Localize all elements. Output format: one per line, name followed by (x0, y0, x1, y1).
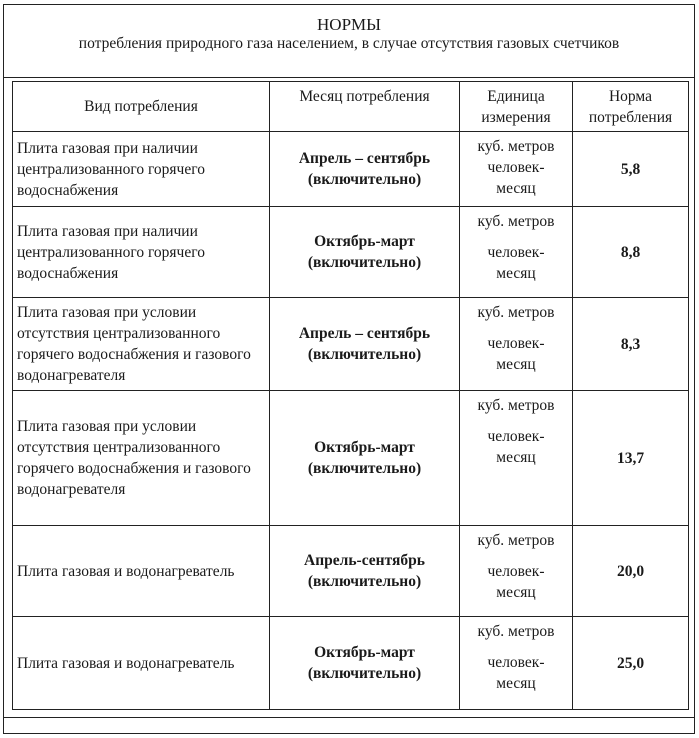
table-row (13, 298, 689, 391)
norm-value-cell: 8,8 (573, 207, 689, 298)
unit-cell (460, 391, 573, 526)
unit-top: куб. метров (477, 532, 555, 549)
unit-bottom: человек-месяц (487, 563, 545, 601)
header-unit: Единица измерения (460, 82, 573, 132)
consumption-type-cell: Плита газовая при наличии централизованного горячего водоснабжения (13, 207, 270, 298)
consumption-norms-table (12, 81, 689, 710)
month-cell: Апрель – сентябрь (включительно) (270, 132, 460, 207)
table-header-row (13, 82, 689, 132)
month-cell: Октябрь-март (включительно) (270, 207, 460, 298)
norm-value-cell: 20,0 (573, 526, 689, 617)
unit-cell (460, 207, 573, 298)
unit-top: куб. метров (477, 213, 555, 230)
table-row (13, 207, 689, 298)
bottom-divider (4, 717, 694, 718)
unit-cell (460, 132, 573, 207)
unit-bottom: человек-месяц (487, 428, 545, 466)
unit-top: куб. метров (477, 397, 555, 414)
unit-top: куб. метров (477, 138, 555, 155)
unit-cell (460, 617, 573, 710)
consumption-type-cell: Плита газовая и водонагреватель (13, 526, 270, 617)
unit-cell (460, 526, 573, 617)
unit-bottom: человек-месяц (487, 159, 545, 197)
consumption-type-cell: Плита газовая при условии отсутствия централизованного горячего водоснабжения и газового водонагревателя (13, 391, 270, 526)
unit-bottom: человек-месяц (487, 654, 545, 692)
month-cell: Апрель-сентябрь (включительно) (270, 526, 460, 617)
norm-value-cell: 25,0 (573, 617, 689, 710)
month-cell: Апрель – сентябрь (включительно) (270, 298, 460, 391)
header-consumption-type: Вид потребления (13, 82, 270, 132)
document-subtitle: потребления природного газа населением, в случае отсутствия газовых счетчиков (78, 35, 620, 52)
unit-cell (460, 298, 573, 391)
table-row (13, 617, 689, 710)
table-row (13, 132, 689, 207)
consumption-type-cell: Плита газовая при условии отсутствия централизованного горячего водоснабжения и газового водонагревателя (13, 298, 270, 391)
unit-top: куб. метров (477, 304, 555, 321)
consumption-type-cell: Плита газовая и водонагреватель (13, 617, 270, 710)
unit-bottom: человек-месяц (487, 244, 545, 282)
header-month: Месяц потребления (270, 82, 460, 132)
consumption-type-cell: Плита газовая при наличии централизованного горячего водоснабжения (13, 132, 270, 207)
unit-top: куб. метров (477, 623, 555, 640)
norm-value-cell: 5,8 (573, 132, 689, 207)
month-cell: Октябрь-март (включительно) (270, 617, 460, 710)
header-norm: Норма потребления (573, 82, 689, 132)
norm-value-cell: 13,7 (573, 391, 689, 526)
unit-bottom: человек-месяц (487, 335, 545, 373)
document-title: НОРМЫ (317, 15, 381, 34)
document-heading (4, 5, 694, 78)
table-row (13, 526, 689, 617)
norm-value-cell: 8,3 (573, 298, 689, 391)
month-cell: Октябрь-март (включительно) (270, 391, 460, 526)
table-row (13, 391, 689, 526)
